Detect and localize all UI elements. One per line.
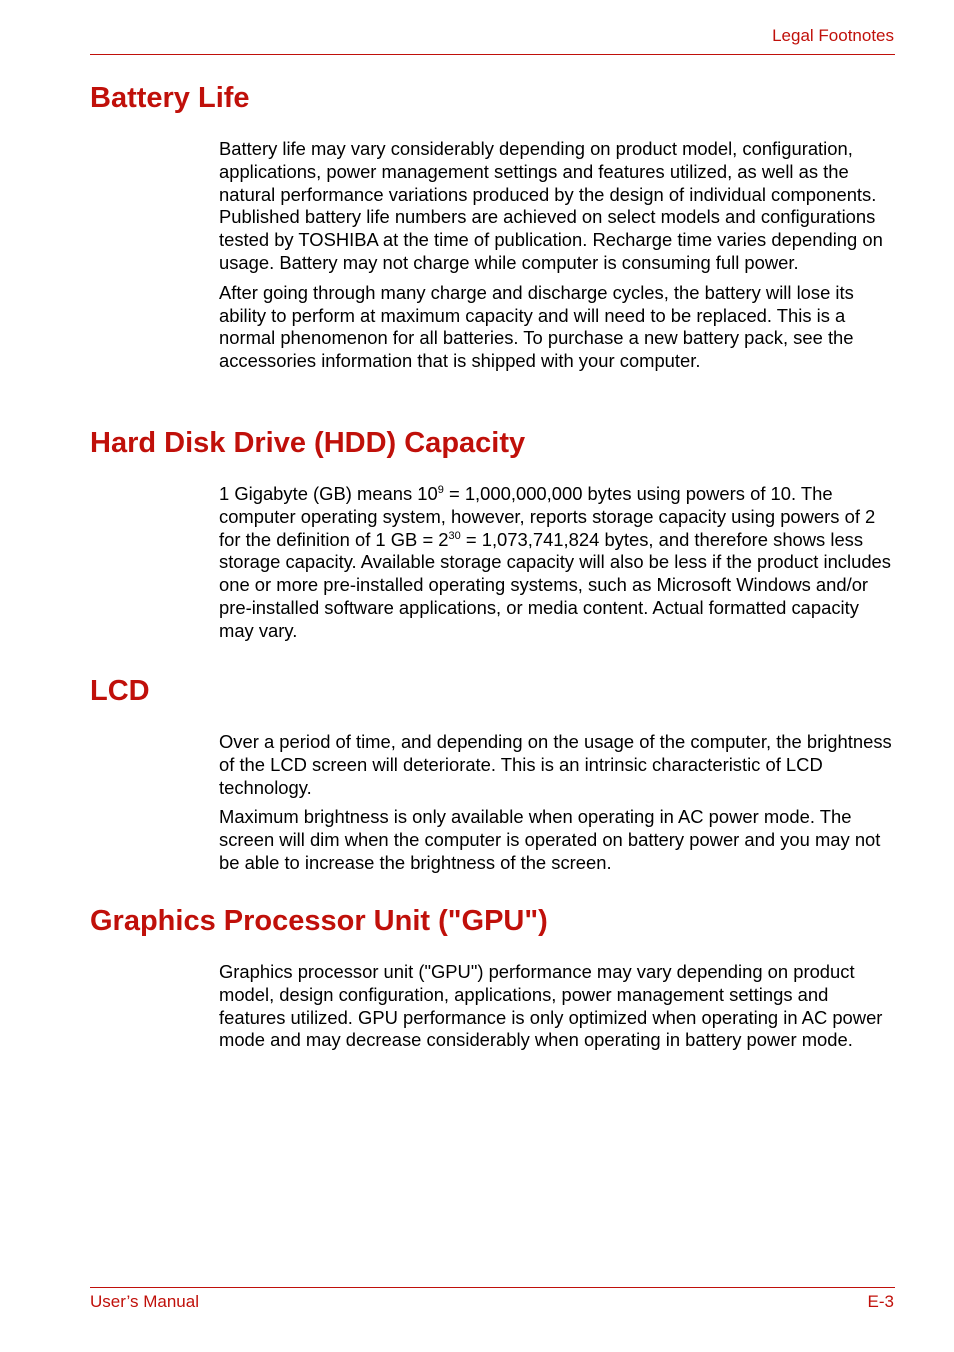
running-header: Legal Footnotes — [772, 26, 894, 45]
page-number: E-3 — [867, 1292, 894, 1311]
battery-paragraph-2: After going through many charge and discharge cycles, the battery will lose its ability to perform at maximum capacity and will need to be replaced. This is a normal phenomenon for all batteries. To purchase a new battery pack, see the accessories information that is shipped with your computer. — [219, 281, 854, 372]
battery-paragraph-1: Battery life may vary considerably depending on product model, configuration, applications, power management settings and features utilized, as well as the natural performance variations produced by the design of individual components. Published battery life numbers are achieved on select models and configurations tested by TOSHIBA at the time of publication. Recharge time varies depending on usage. Battery may not charge while computer is consuming full power. — [219, 138, 883, 273]
hdd-text-c: = 1,073,741,824 bytes, and therefore shows less storage capacity. Available storage capacity will also be less if the product includes one or more pre-installed operating systems, such as Microsoft Windows and/or pre-installed software applications, or media content. Actual formatted capacity may vary. — [219, 528, 891, 641]
gpu-paragraph-1: Graphics processor unit ("GPU") performance may vary depending on product model, design configuration, applications, power management settings and features utilized. GPU performance is only optimized when operating in AC power mode and may decrease considerably when operating in battery power mode. — [219, 961, 883, 1051]
hdd-text-b: = 1,000,000,000 bytes using powers of 10. The computer operating system, however, reports storage capacity using powers of 2 for the definition of 1 GB = 2 — [219, 483, 876, 550]
footer-rule — [90, 1287, 895, 1288]
heading-hdd-capacity: Hard Disk Drive (HDD) Capacity — [90, 427, 526, 459]
heading-gpu: Graphics Processor Unit ("GPU") — [90, 905, 548, 937]
hdd-paragraph-1 — [219, 483, 895, 643]
section-gpu — [219, 961, 895, 1059]
section-lcd — [219, 731, 895, 882]
heading-lcd: LCD — [90, 675, 150, 707]
hdd-text-a: 1 Gigabyte (GB) means 10 — [219, 483, 438, 504]
lcd-paragraph-2: Maximum brightness is only available when operating in AC power mode. The screen will dim when the computer is operated on battery power and you may not be able to increase the brightness of the screen. — [219, 806, 881, 873]
section-hdd-capacity — [219, 483, 895, 650]
section-battery-life — [219, 138, 895, 380]
hdd-sup-30: 30 — [448, 529, 461, 542]
hdd-sup-9: 9 — [437, 483, 444, 496]
lcd-paragraph-1: Over a period of time, and depending on the usage of the computer, the brightness of the LCD screen will deteriorate. This is an intrinsic characteristic of LCD technology. — [219, 731, 892, 798]
heading-battery-life: Battery Life — [90, 82, 250, 114]
footer-manual-title: User’s Manual — [90, 1292, 199, 1311]
header-rule — [90, 54, 895, 55]
